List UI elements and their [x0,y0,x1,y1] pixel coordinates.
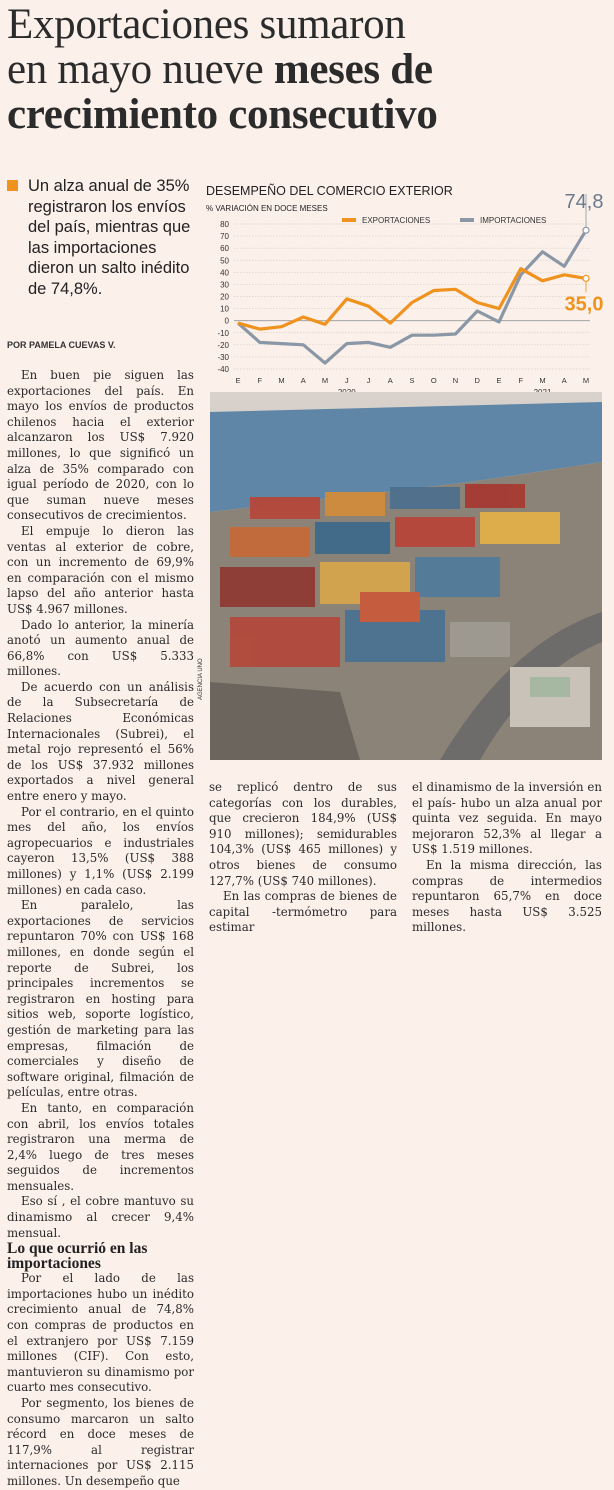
x-tick-label: J [367,376,371,385]
x-tick-label: F [518,376,523,385]
y-tick-label: 20 [220,293,229,302]
subheading: Lo que ocurrió en las importaciones [7,1241,194,1271]
byline: POR PAMELA CUEVAS V. [7,340,116,350]
paragraph: Por el lado de las importaciones hubo un inédito crecimiento anual de 74,8% con compras de productos en el extranjero por US$ 7.159 millones (CIF). Con esto, mantuvieron su dinamismo por cuarto mes consecutivo. [7,1271,194,1396]
headline-line3: crecimiento consecutivo [7,91,438,138]
legend-label: IMPORTACIONES [480,216,546,225]
photo-credit: AGENCIA UNO [198,658,204,700]
x-tick-label: D [475,376,481,385]
orange-bullet-icon [7,180,18,191]
paragraph: En tanto, en comparación con abril, los envíos totales registraron una merma de 2,4% luego de tres meses seguidos de incrementos mensuales. [7,1101,194,1195]
y-tick-label: -10 [217,329,229,338]
y-tick-label: -30 [217,353,229,362]
x-tick-label: A [562,376,567,385]
x-tick-label: M [322,376,328,385]
summary-box [7,176,197,299]
paragraph: Por segmento, los bienes de consumo marcaron un salto récord en doce meses de 117,9% al registrar internaciones por US$ 2.115 millones. Un desempeño que [7,1396,194,1490]
imports-end-value: 74,8 [565,191,604,213]
x-tick-label: J [345,376,349,385]
y-tick-label: 40 [220,268,229,277]
y-tick-label: 30 [220,280,229,289]
x-tick-label: N [453,376,458,385]
paragraph: El empuje lo dieron las ventas al exterior de cobre, con un incremento de 69,9% en comparación con el mismo lapso del año anterior hasta US$ 4.967 millones. [7,524,194,618]
chart-svg [202,176,610,394]
imports-end-marker [583,227,589,233]
headline-line1: Exportaciones sumaron [7,1,406,48]
paragraph: el dinamismo de la inversión en el país- hubo un alza anual por quinta vez seguida. En mayo mejoraron 52,3% al llegar a US$ 1.519 millones. [412,780,602,858]
headline [7,2,607,137]
paragraph: En paralelo, las exportaciones de servicios repuntaron 70% con US$ 168 millones, en donde según el reporte de Subrei, los principales incrementos se registraron en hosting para sitios web, soporte logístico, gestión de marketing para las empresas, filmación de comerciales y diseño de software original, filmación de películas, entre otras. [7,898,194,1101]
paragraph: En las compras de bienes de capital -termómetro para estimar [209,889,397,936]
chart-subtitle: % VARIACIÓN EN DOCE MESES [206,204,328,213]
y-tick-label: 50 [220,256,229,265]
x-tick-label: A [388,376,393,385]
y-tick-label: -40 [217,365,229,374]
legend-label: EXPORTACIONES [362,216,430,225]
x-tick-label: M [539,376,545,385]
headline-line2: en mayo nueve [7,46,274,93]
paragraph: Por el contrario, en el quinto mes del año, los envíos agropecuarios e industriales cayeron 13,5% (US$ 388 millones) y 1,1% (US$ 2.199 millones) en cada caso. [7,805,194,899]
y-tick-label: 70 [220,232,229,241]
x-tick-label: S [409,376,414,385]
chart-title: DESEMPEÑO DEL COMERCIO EXTERIOR [206,184,453,198]
y-tick-label: 0 [225,317,230,326]
article-column-2 [209,780,397,936]
article-column-3 [412,780,602,936]
x-tick-label: A [301,376,306,385]
x-tick-label: F [257,376,262,385]
y-tick-label: 80 [220,220,229,229]
exports-end-marker [583,275,589,281]
paragraph: En buen pie siguen las exportaciones del país. En mayo los envíos de productos chilenos hacia el exterior alcanzaron los US$ 7.920 millones, lo que significó un alza de 35% comparado con igual período de 2020, con lo que suman nueve meses consecutivos de crecimientos. [7,368,194,524]
y-tick-label: -20 [217,341,229,350]
summary-text: Un alza anual de 35% registraron los envíos del país, mientras que las importaciones dieron un salto inédito de 74,8%. [28,176,197,299]
series-line-exportaciones [238,269,586,329]
x-tick-label: E [496,376,501,385]
x-tick-label: E [235,376,240,385]
y-tick-label: 60 [220,244,229,253]
paragraph: Dado lo anterior, la minería anotó un aumento anual de 66,8% con US$ 5.333 millones. [7,618,194,680]
article-column-1 [7,368,194,1490]
paragraph: se replicó dentro de sus categorías con los durables, que crecieron 184,9% (US$ 910 millones); semidurables 104,3% (US$ 465 millones) y otros bienes de consumo 127,7% (US$ 740 millones). [209,780,397,889]
paragraph: En la misma dirección, las compras de intermedios repuntaron 65,7% en doce meses hasta US$ 3.525 millones. [412,858,602,936]
trade-chart [202,176,610,394]
port-photo [210,392,602,760]
y-tick-label: 10 [220,305,229,314]
exports-end-value: 35,0 [565,293,604,315]
headline-line2-bold: meses de [274,46,433,93]
paragraph: Eso sí , el cobre mantuvo su dinamismo al crecer 9,4% mensual. [7,1194,194,1241]
x-tick-label: M [583,376,589,385]
x-tick-label: O [431,376,437,385]
paragraph: De acuerdo con un análisis de la Subsecretaría de Relaciones Económicas Internacionales (Subrei), el metal rojo representó el 56% de los US$ 37.932 millones exportados a nivel general entre enero y mayo. [7,680,194,805]
container-port-image [210,392,602,760]
x-tick-label: M [278,376,284,385]
